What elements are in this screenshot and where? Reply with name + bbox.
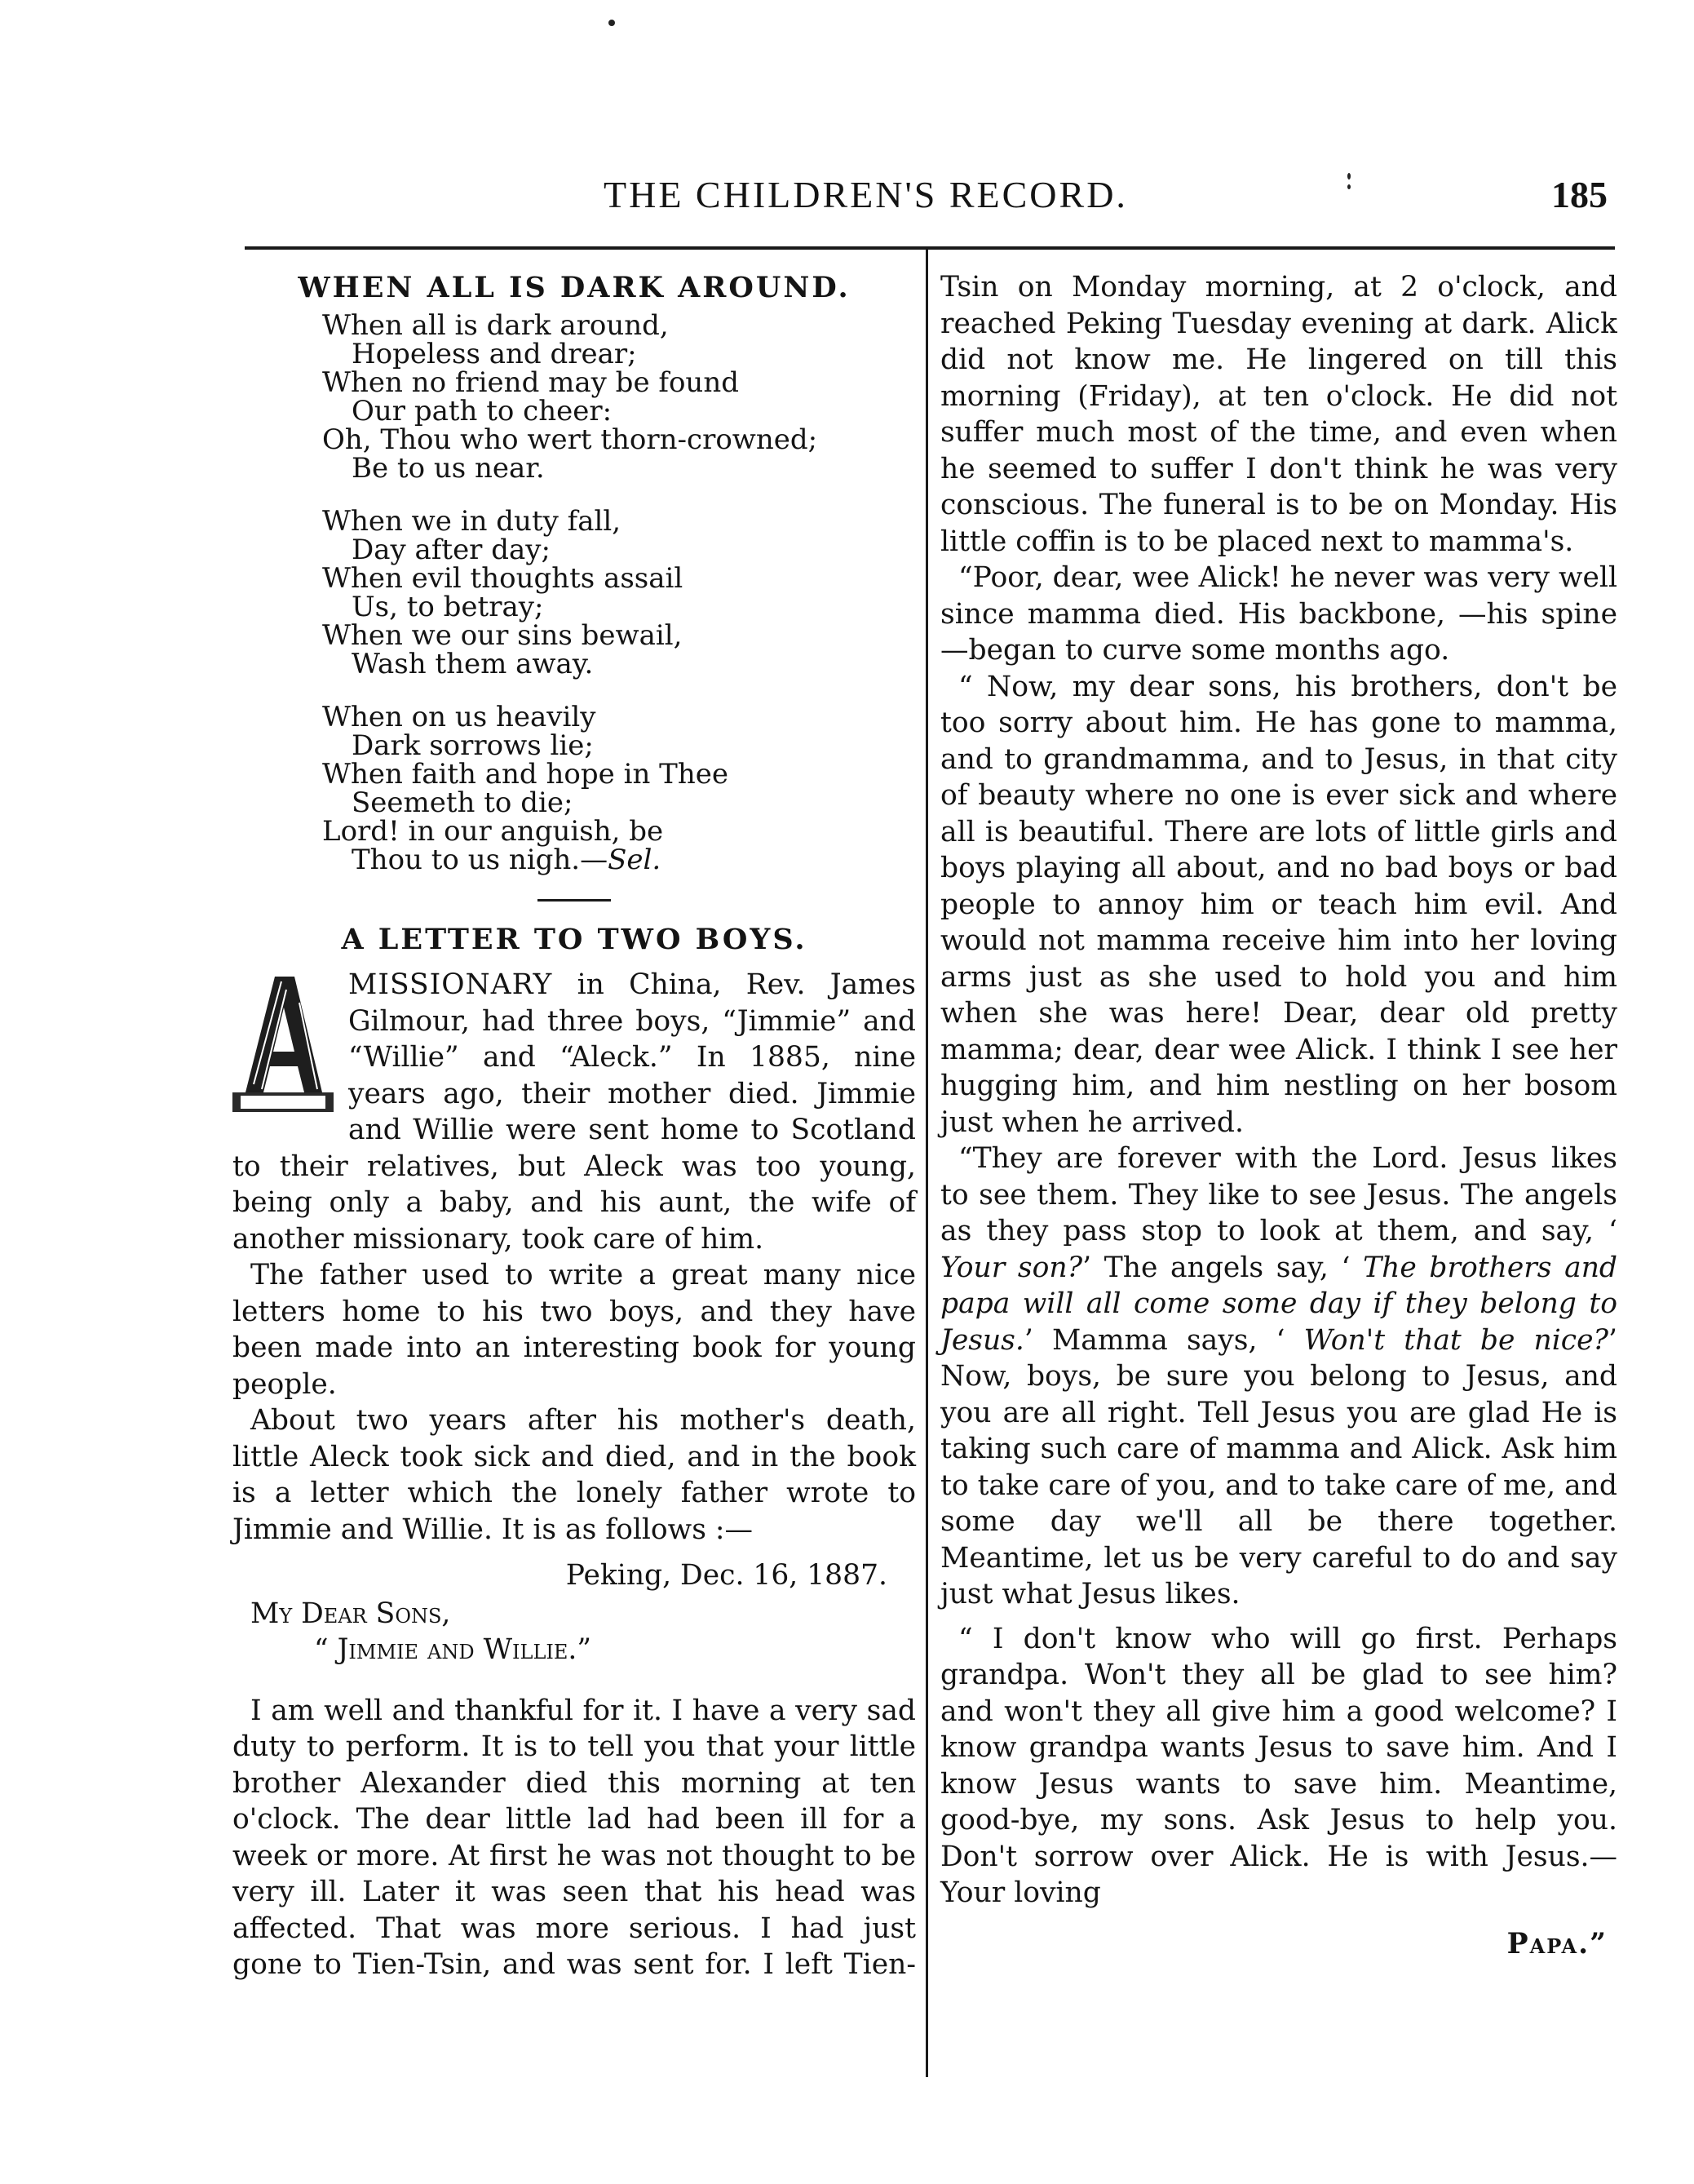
letter-paragraph-2: “Poor, dear, wee Alick! he never was very well since mamma died. His backbone, —his spine—began to curve some months ago. bbox=[940, 561, 1617, 667]
p4-italic-3: Won't that be nice? bbox=[1303, 1323, 1609, 1357]
header-rule bbox=[245, 246, 1615, 250]
poem-attribution: Sel. bbox=[608, 844, 661, 876]
poem-line: Be to us near. bbox=[352, 452, 545, 485]
right-column bbox=[940, 269, 1617, 1962]
poem-line: When we our sins bewail, bbox=[322, 619, 683, 652]
p4-text-d: ’ Now, boys, be sure you belong to Jesus, and you are all right. Tell Jesus you are glad He is taking such care of mamma and Alick. Ask him to take care of you, and to take care of me, and some day we'll all be there together. Meantime, let us be very careful to do and say just what Jesus likes. bbox=[940, 1323, 1617, 1610]
print-speck bbox=[1347, 184, 1351, 189]
poem-line: Day after day; bbox=[352, 534, 551, 566]
poem-line: Hopeless and drear; bbox=[352, 338, 637, 370]
poem-line: Our path to cheer: bbox=[352, 395, 613, 427]
letter-paragraph-1: I am well and thankful for it. I have a very sad duty to perform. It is to tell you that your little brother Alexander died this morning at ten o'clock. The dear little lad had been ill for a week or more. At first he was not thought to be very ill. Later it was seen that his head was affected. That was more serious. I had just gone to Tien-Tsin, and was sent for. I left Tien- bbox=[232, 1694, 916, 1981]
article-paragraph-1: in China, Rev. James Gilmour, had three boys, “Jimmie” and “Willie” and “Aleck.” In 1885, nine years ago, their mother died. Jimmie and Willie were sent home to Scotland to their relatives, but Aleck was too young, being only a baby, and his aunt, the wife of another missionary, took care of him. bbox=[232, 968, 916, 1256]
running-header-title: THE CHILDREN'S RECORD. bbox=[604, 174, 1128, 215]
article-paragraph-2: The father used to write a great many nice letters home to his two boys, and they have been made into an interesting book for young people. bbox=[232, 1259, 916, 1401]
section-separator bbox=[537, 899, 611, 902]
p4-text-b: ’ The angels say, ‘ bbox=[1082, 1251, 1351, 1284]
poem-title: WHEN ALL IS DARK AROUND. bbox=[298, 271, 851, 304]
p4-text-c: ’ Mamma says, ‘ bbox=[1024, 1323, 1304, 1357]
poem-line: Lord! in our anguish, be bbox=[322, 815, 664, 848]
article-lead bbox=[232, 967, 916, 1257]
poem-line: When on us heavily bbox=[322, 701, 596, 733]
poem-line: Oh, Thou who wert thorn-crowned; bbox=[322, 423, 818, 456]
poem-line: When we in duty fall, bbox=[322, 505, 621, 538]
letter-paragraph-1-continued-text: Tsin on Monday morning, at 2 o'clock, and reached Peking Tuesday evening at dark. Alick did not know me. He lingered on till this morning (Friday), at ten o'clock. He did not suffer much most of the time, and even when he seemed to suffer I don't think he was very conscious. The funeral is to be on Monday. His little coffin is to be placed next to mamma's. bbox=[940, 271, 1617, 558]
p4-italic-1: Your son? bbox=[940, 1251, 1083, 1284]
poem-line: Us, to betray; bbox=[352, 591, 544, 623]
page-number: 185 bbox=[1551, 174, 1608, 215]
print-speck bbox=[608, 20, 615, 26]
letter-addressees: “ Jimmie and Willie.” bbox=[314, 1633, 591, 1666]
poem-line: Dark sorrows lie; bbox=[352, 729, 594, 762]
print-speck bbox=[1347, 173, 1351, 179]
poem-line: Seemeth to die; bbox=[352, 786, 573, 819]
letter-dateline: Peking, Dec. 16, 1887. bbox=[565, 1559, 887, 1592]
letter-paragraph-1-continued bbox=[940, 269, 1617, 560]
poem bbox=[322, 309, 916, 876]
article-paragraph-3: About two years after his mother's death, little Aleck took sick and died, and in the book is a letter which the lonely father wrote to Jimmie and Willie. It is as follows :— bbox=[232, 1404, 916, 1546]
letter-salutation: My Dear Sons, bbox=[250, 1597, 451, 1630]
poem-stanza bbox=[322, 309, 916, 485]
poem-line: Wash them away. bbox=[352, 648, 594, 680]
p4-text-a: “They are forever with the Lord. Jesus likes to see them. They like to see Jesus. The angels as they pass stop to look at them, and say, ‘ bbox=[940, 1142, 1617, 1247]
letter-signature: Papa.” bbox=[1506, 1927, 1608, 1960]
article-title: A LETTER TO TWO BOYS. bbox=[341, 923, 807, 956]
poem-line: When faith and hope in Thee bbox=[322, 758, 728, 791]
column-divider bbox=[926, 250, 928, 2077]
poem-line: When evil thoughts assail bbox=[322, 562, 683, 595]
dropcap-ornament-icon bbox=[229, 970, 337, 1115]
letter-paragraph-4 bbox=[940, 1141, 1617, 1613]
lead-caps: MISSIONARY bbox=[348, 968, 553, 1001]
ornamental-dropcap bbox=[229, 970, 337, 1115]
poem-line: When all is dark around, bbox=[322, 309, 669, 342]
poem-stanza bbox=[322, 507, 916, 679]
left-column bbox=[232, 269, 916, 1983]
letter-paragraph-3: “ Now, my dear sons, his brothers, don't be too sorry about him. He has gone to mamma, and to grandmamma, and to Jesus, in that city of beauty where no one is ever sick and where all is beautiful. There are lots of little girls and boys playing all about, and no bad boys or bad people to annoy him or teach him evil. And would not mamma receive him into her loving arms just as she used to hold you and him when she was here! Dear, dear old pretty mamma; dear, dear wee Alick. I think I see her hugging him, and him nestling on her bosom just when he arrived. bbox=[940, 670, 1617, 1139]
poem-stanza bbox=[322, 703, 916, 875]
poem-line: When no friend may be found bbox=[322, 366, 739, 399]
letter-paragraph-5: “ I don't know who will go first. Perhaps grandpa. Won't they all be glad to see him? and won't they all give him a good welcome? I know grandpa wants Jesus to save him. And I know Jesus wants to save him. Meantime, good-bye, my sons. Ask Jesus to help you. Don't sorrow over Alick. He is with Jesus.—Your loving bbox=[940, 1622, 1617, 1909]
poem-line: Thou to us nigh.—Sel. bbox=[352, 844, 661, 876]
p4-italic-2: The brothers and papa will all come some day if they belong to Jesus. bbox=[940, 1251, 1618, 1357]
